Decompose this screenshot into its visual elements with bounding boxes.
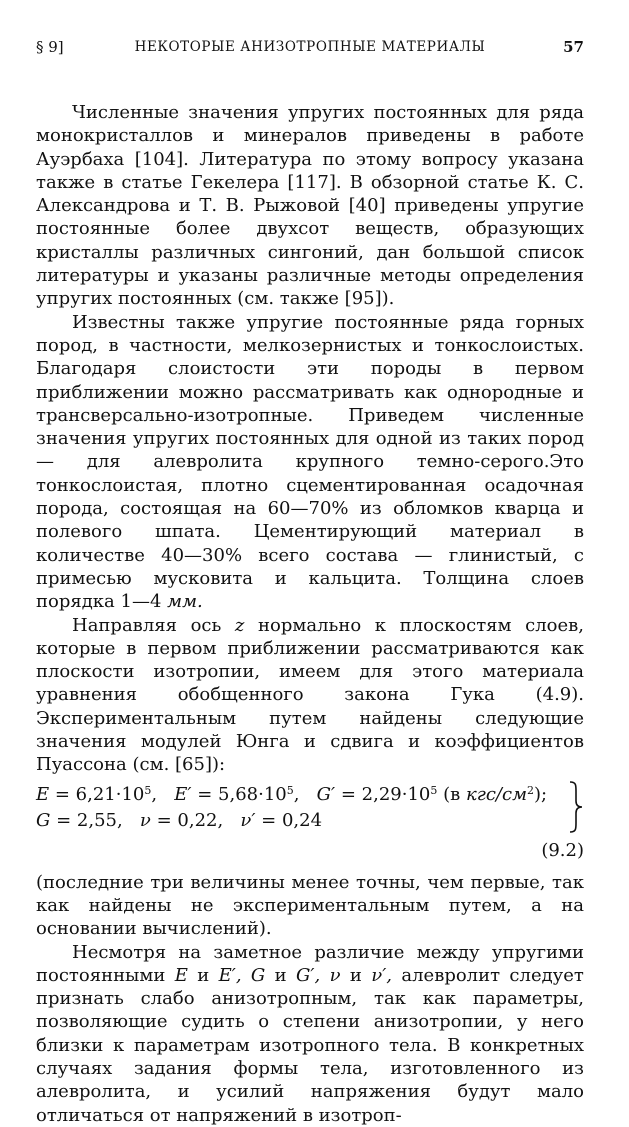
right-brace-icon xyxy=(568,781,584,833)
symbol-nu-inline: ν xyxy=(329,964,341,986)
equation-line-1: $E = 6,21\cdot 10^5$, $E' = 5,68\cdot 10^5$, $G' = 2,29\cdot 10^5$ (в кгс/$см^2$); xyxy=(36,783,548,805)
conj-2: и xyxy=(274,964,287,986)
unit-open: (в xyxy=(443,783,461,805)
paragraph-3-text-a: Направляя ось xyxy=(72,614,222,636)
symbol-nu: ν xyxy=(139,809,151,831)
symbol-G-prime-inline: G′, xyxy=(296,964,321,986)
value-E: = 6,21·10 xyxy=(54,783,145,805)
symbol-E: E xyxy=(36,783,50,805)
unit-kgs-cm: кгс/см xyxy=(466,783,527,805)
page-body xyxy=(36,101,584,1127)
paragraph-2 xyxy=(36,311,584,614)
unit-exp: 2 xyxy=(527,783,534,797)
axis-symbol: z xyxy=(234,614,245,636)
symbol-E-inline: E xyxy=(174,964,188,986)
paragraph-5-text-b: алевролит следует признать слабо анизотропным, так как параметры, позволяющие судить о степени анизотропии, у него близки к параметрам изотропного тела. В конкретных случаях задания формы тела, изготовленного из алевролита, и усилий напряжения будут мало отличаться от напряжений в изотроп- xyxy=(36,964,584,1126)
conj-1: и xyxy=(197,964,210,986)
exp-E: 5 xyxy=(144,783,152,797)
paragraph-3-text-b: нормально к плоскостям слоев, которые в первом приближении рассматриваются как плоскости изотропии, имеем для этого материала уравнения обобщенного закона Гука (4.9). Экспериментальным путем найдены следующие значения модулей Юнга и сдвига и коэффициентов Пуассона (см. [65]): xyxy=(36,614,584,776)
symbol-nu-prime: ν′ xyxy=(240,809,256,831)
equation-line-2 xyxy=(36,809,322,832)
symbol-nu-prime-inline: ν′, xyxy=(371,964,393,986)
exp-G-prime: 5 xyxy=(430,783,438,797)
paragraph-4: (последние три величины менее точны, чем первые, так как найдены не экспериментальным путем, а на основании вычислений). xyxy=(36,871,584,940)
symbol-G-prime: G′ xyxy=(316,783,336,805)
value-nu-prime: = 0,24 xyxy=(261,809,323,831)
equation-9-2 xyxy=(36,781,584,865)
running-header xyxy=(36,38,584,58)
paragraph-5 xyxy=(36,941,584,1127)
unit-mm: мм. xyxy=(167,591,203,613)
value-G-prime: = 2,29·10 xyxy=(340,783,431,805)
paragraph-2-text: Известны также упругие постоянные ряда горных пород, в частности, мелкозернистых и тонкослоистых. Благодаря слоистости эти породы в первом приближении можно рассматривать как однородные и трансверсально-изотропные. Приведем численные значения упругих постоянных для одной из таких пород — для алевролита крупного темно-серого.Это тонкослоистая, плотно сцементированная осадочная порода, состоящая на 60—70% из обломков кварца и полевого шпата. Цементирующий материал в количестве 40—30% всего состава — глинистый, с примесью мусковита и кальцита. Толщина слоев порядка 1—4 xyxy=(36,311,584,613)
symbol-E-prime: E′ xyxy=(174,783,192,805)
paragraph-5-text-a: Несмотря на заметное различие между упругими постоянными xyxy=(36,941,584,986)
unit-close: ); xyxy=(534,783,548,805)
paragraph-1: Численные значения упругих постоянных для ряда монокристаллов и минералов приведены в работе Ауэрбаха [104]. Литература по этому вопросу указана также в статье Гекелера [117]. В обзорной статье К. С. Александрова и Т. В. Рыжовой [40] приведены упругие постоянные более двухсот веществ, образующих кристаллы различных сингоний, дан большой список литературы и указаны различные методы определения упругих постоянных (см. также [95]). xyxy=(36,102,584,310)
symbol-G: G xyxy=(36,809,51,831)
value-nu: = 0,22, xyxy=(156,809,224,831)
value-G: = 2,55, xyxy=(56,809,123,831)
page-number: 57 xyxy=(563,38,584,56)
symbol-E-prime-inline: E′, xyxy=(218,964,242,986)
section-marker: § 9] xyxy=(36,38,64,56)
symbol-G-inline: G xyxy=(250,964,266,986)
equation-number: (9.2) xyxy=(541,839,584,861)
value-E-prime: = 5,68·10 xyxy=(197,783,287,805)
paragraph-3 xyxy=(36,614,584,777)
conj-3: и xyxy=(349,964,362,986)
exp-E-prime: 5 xyxy=(286,783,294,797)
running-title: НЕКОТОРЫЕ АНИЗОТРОПНЫЕ МАТЕРИАЛЫ xyxy=(134,39,486,55)
